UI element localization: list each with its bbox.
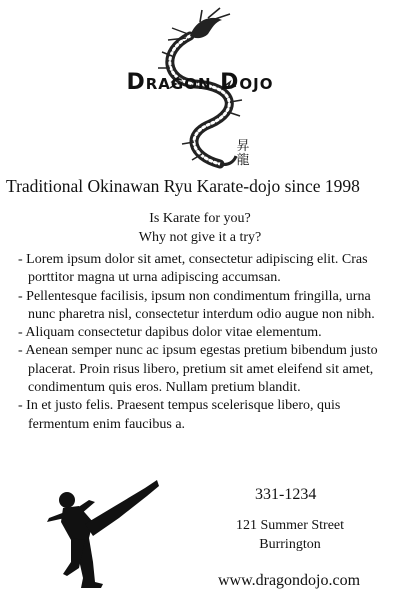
- brand-name: Dragon Dojo: [126, 70, 274, 95]
- karate-kick-silhouette-icon: [45, 478, 160, 588]
- city: Burrington: [259, 537, 321, 552]
- feature-list: [18, 251, 396, 434]
- list-item: - Aenean semper nunc ac ipsum egestas pretium bibendum justo placerat. Proin risus libero, pretium sit amet eleifend sit amet, condimentum quis eros. Nullam pretium blandit.: [18, 342, 396, 397]
- list-item: - Aliquam consectetur dapibus dolor vitae elementum.: [18, 324, 396, 342]
- phone-number: 331-1234: [255, 486, 317, 503]
- kanji-mark: 昇 龍: [236, 139, 250, 168]
- address: [220, 516, 360, 554]
- logo: [0, 0, 400, 180]
- intro: [0, 209, 400, 247]
- street-address: 121 Summer Street: [235, 518, 345, 533]
- intro-invitation: Why not give it a try?: [138, 230, 262, 245]
- list-item: - In et justo felis. Praesent tempus scelerisque libero, quis fermentum enim faucibus a.: [18, 397, 396, 434]
- intro-question: Is Karate for you?: [149, 211, 251, 226]
- website-link[interactable]: www.dragondojo.com: [218, 572, 361, 589]
- tagline: Traditional Okinawan Ryu Karate-dojo since 1998: [6, 176, 360, 196]
- list-item: - Lorem ipsum dolor sit amet, consectetur adipiscing elit. Cras porttitor magna ut urna adipiscing accumsan.: [18, 251, 396, 288]
- list-item: - Pellentesque facilisis, ipsum non condimentum fringilla, urna nunc pharetra nisl, consectetur interdum odio augue non nibh.: [18, 288, 396, 325]
